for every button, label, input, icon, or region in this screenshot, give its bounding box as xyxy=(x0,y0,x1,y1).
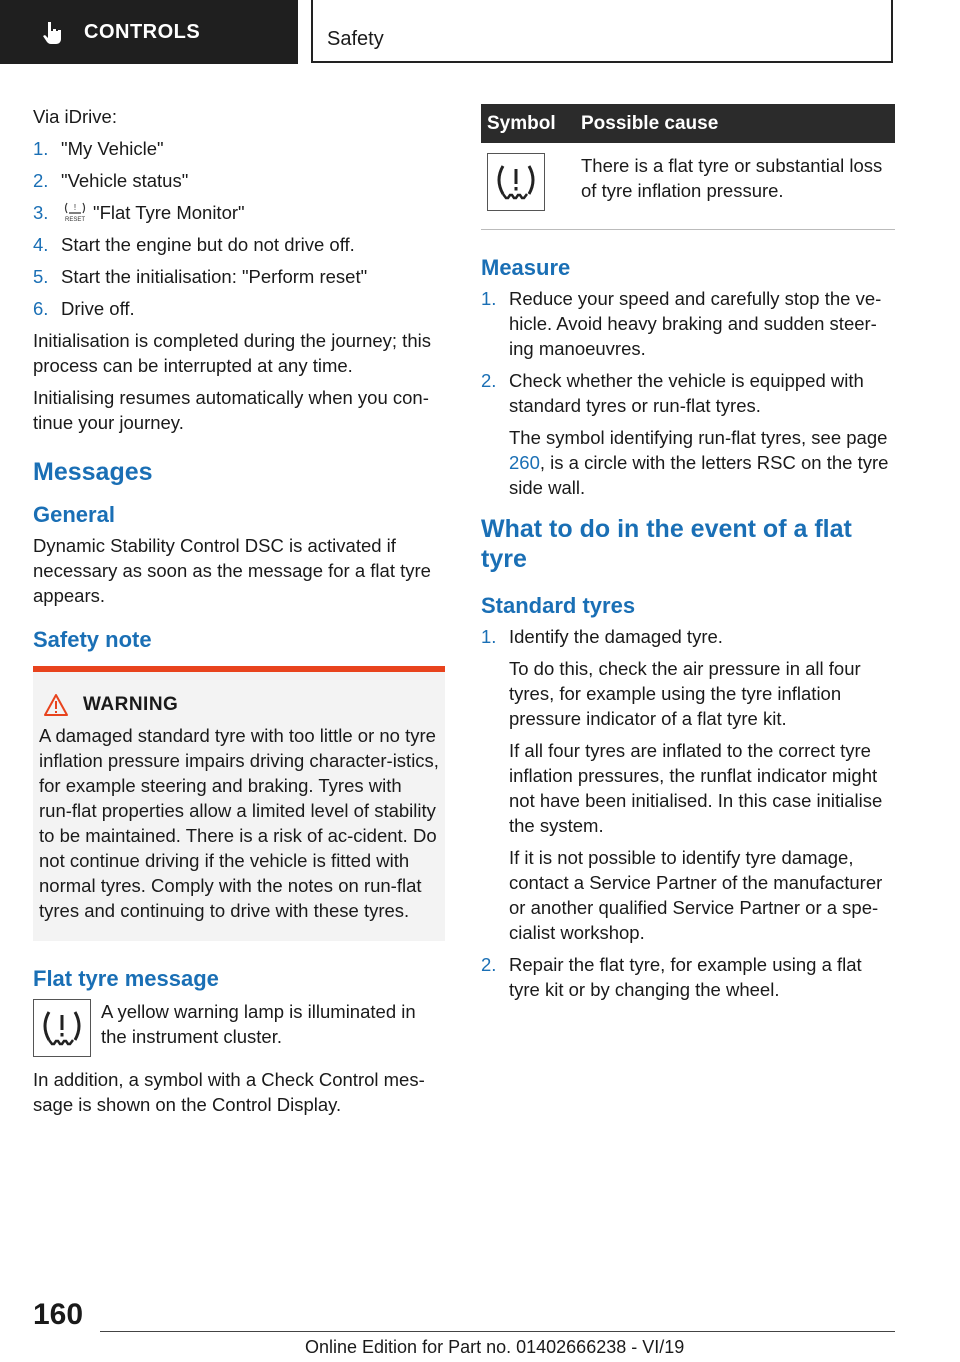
step-text: "Flat Tyre Monitor" xyxy=(93,202,245,223)
paragraph: Initialisation is completed during the journey; this process can be interrupted at any time. xyxy=(33,330,431,376)
step-text: Start the engine but do not drive off. xyxy=(61,234,355,255)
warning-box xyxy=(33,666,445,941)
chapter-title: Safety xyxy=(327,28,384,50)
svg-text:RESET: RESET xyxy=(64,217,86,223)
paragraph: Initialising resumes automatically when you con‐tinue your journey. xyxy=(33,387,429,433)
paragraph: If all four tyres are inflated to the correct tyre inflation pressures, the runflat indicator might not have been initialised. In this case initialise the system. xyxy=(509,740,883,836)
svg-text:!: ! xyxy=(73,203,77,212)
section-tab xyxy=(0,0,298,64)
intro-text: Via iDrive: xyxy=(33,106,117,127)
page-link[interactable]: 260 xyxy=(509,452,540,473)
step-text: Start the initialisation: "Perform reset" xyxy=(61,266,368,287)
step-number: 3. xyxy=(33,202,49,223)
step-text: "My Vehicle" xyxy=(61,138,164,159)
table-cell-cause: There is a flat tyre or substantial loss of tyre inflation pressure. xyxy=(575,143,895,230)
flat-tyre-reset-icon xyxy=(61,201,89,223)
tyre-pressure-warning-icon xyxy=(493,162,539,202)
tyre-warning-symbol xyxy=(487,153,545,211)
warning-text: A damaged standard tyre with too little or no tyre inflation pressure impairs driving character‐istics, for example steering and braking. Tyres with run-flat properties allow a limited level of stability to be maintained. There is a risk of ac‐cident. Do not continue driving if the vehicle is fitted with normal tyres. Comply with the notes on run-flat tyres and continuing to drive with these tyres. xyxy=(39,725,439,921)
paragraph: A yellow warning lamp is illuminated in the instrument cluster. xyxy=(101,1001,416,1047)
step-number: 2. xyxy=(33,170,49,191)
idrive-steps xyxy=(33,136,445,321)
list-item-text: Repair the flat tyre, for example using a flat tyre kit or by changing the wheel. xyxy=(509,954,862,1000)
right-column xyxy=(481,104,895,1009)
section-title: CONTROLS xyxy=(84,20,201,43)
heading-messages: Messages xyxy=(33,458,153,486)
step-text: "Vehicle status" xyxy=(61,170,189,191)
list-item: 1. Identify the damaged tyre. To do this, check the air pressure in all four tyres, for example using the tyre inflation pressure indicator of a flat tyre kit. If all four tyres are inflated to the correct tyre inflation pressures, the runflat indicator might not have been initialised. In this case initialise the system. If it is not possible to identify tyre damage, contact a Service Partner of the manufacturer or another qualified Service Partner or a spe‐cialist workshop. xyxy=(481,624,895,945)
standard-tyres-list xyxy=(481,624,895,1002)
paragraph: Dynamic Stability Control DSC is activated if necessary as soon as the message for a flat tyre appears. xyxy=(33,535,431,606)
table-row xyxy=(481,143,895,230)
list-item xyxy=(33,136,445,161)
list-item: 2. Repair the flat tyre, for example using a flat tyre kit or by changing the wheel. xyxy=(481,952,895,1002)
heading-measure: Measure xyxy=(481,255,571,280)
list-item: 1. Reduce your speed and carefully stop the ve‐hicle. Avoid heavy braking and sudden steer‐ing manoeuvres. xyxy=(481,286,895,361)
step-number: 5. xyxy=(33,266,49,287)
page-number: 160 xyxy=(33,1298,84,1331)
list-item xyxy=(33,264,445,289)
heading-general: General xyxy=(33,502,115,527)
table-header-symbol: Symbol xyxy=(481,104,575,143)
tyre-warning-lamp xyxy=(33,999,91,1057)
step-text: Drive off. xyxy=(61,298,135,319)
list-item-text: Check whether the vehicle is equipped with standard tyres or run-flat tyres. xyxy=(509,370,864,416)
list-item-text: Reduce your speed and carefully stop the ve‐hicle. Avoid heavy braking and sudden steer‐ing manoeuvres. xyxy=(509,288,882,359)
step-number: 1. xyxy=(33,138,49,159)
pointing-hand-icon xyxy=(40,19,66,45)
table-header-cause: Possible cause xyxy=(575,104,895,143)
left-column xyxy=(33,104,445,1124)
warning-title: WARNING xyxy=(83,694,179,715)
list-item xyxy=(33,200,445,225)
heading-flat-tyre-event: What to do in the event of a flat tyre xyxy=(481,515,852,573)
paragraph: If it is not possible to identify tyre damage, contact a Service Partner of the manufacturer or another qualified Service Partner or a spe‐cialist workshop. xyxy=(509,847,883,943)
measure-list xyxy=(481,286,895,500)
step-number: 4. xyxy=(33,234,49,255)
list-item-text: Identify the damaged tyre. xyxy=(509,626,723,647)
heading-flat-tyre-message: Flat tyre message xyxy=(33,966,219,991)
tyre-pressure-warning-icon xyxy=(39,1008,85,1048)
step-number: 6. xyxy=(33,298,49,319)
list-item: 2. Check whether the vehicle is equipped with standard tyres or run-flat tyres. The symbol identifying run-flat tyres, see page 260, is a circle with the letters RSC on the tyre side wall. xyxy=(481,368,895,500)
symbol-table xyxy=(481,104,895,230)
list-item xyxy=(33,296,445,321)
footer-edition: Online Edition for Part no. 01402666238 - VI/19 xyxy=(305,1337,685,1357)
footer-divider xyxy=(100,1331,895,1332)
chapter-box xyxy=(311,0,893,63)
list-item xyxy=(33,168,445,193)
heading-standard-tyres: Standard tyres xyxy=(481,593,636,618)
list-item xyxy=(33,232,445,257)
heading-safety-note: Safety note xyxy=(33,627,152,652)
paragraph: To do this, check the air pressure in all four tyres, for example using the tyre inflation pressure indicator of a flat tyre kit. xyxy=(509,658,861,729)
warning-triangle-icon xyxy=(43,693,69,717)
paragraph: In addition, a symbol with a Check Control mes‐sage is shown on the Control Display. xyxy=(33,1069,425,1115)
